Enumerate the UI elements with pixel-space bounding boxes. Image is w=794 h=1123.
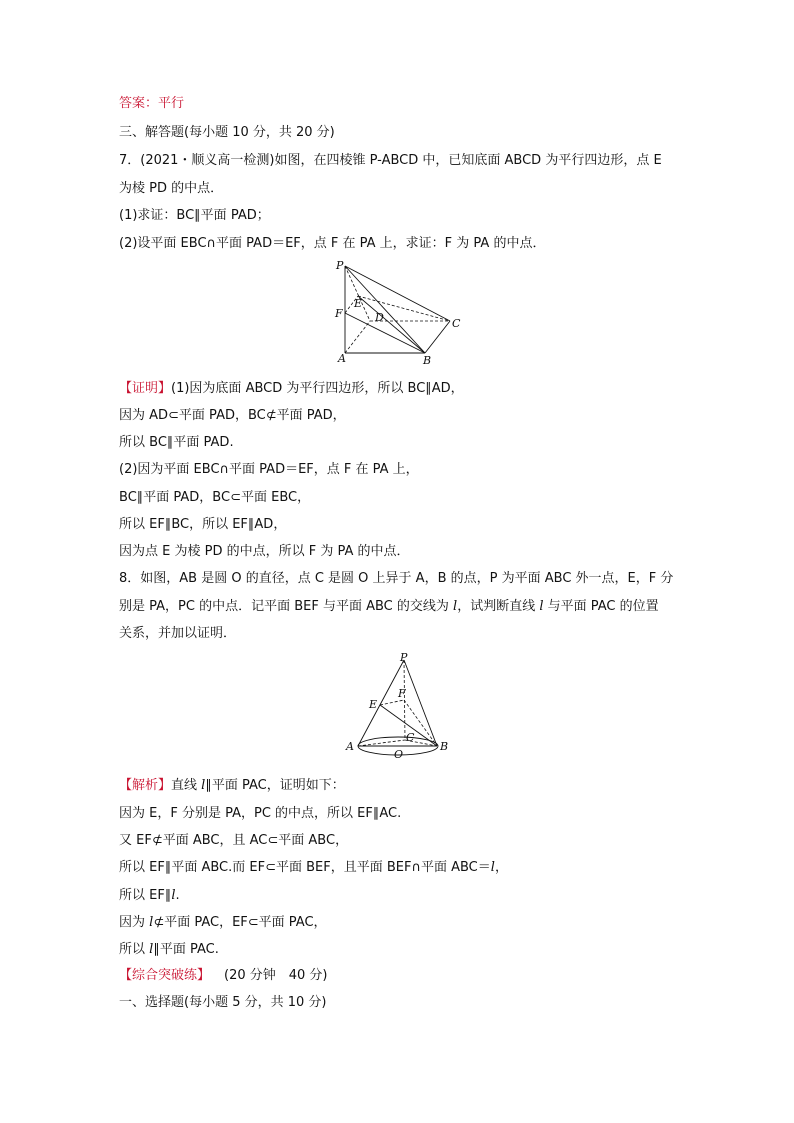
edge-bc [425,321,450,353]
label-p: P [336,259,344,272]
label-e: E [369,698,378,711]
proof-line6: 所以 EF∥BC，所以 EF∥AD， [119,517,287,532]
proof-line2: 因为 AD⊂平面 PAD，BC⊄平面 PAD， [119,408,346,423]
edge-ef [380,700,404,705]
combined-section-time: (20 分钟 40 分) [224,968,328,983]
label-e: E [354,297,363,310]
q8-line2: 别是 PA，PC 的中点．记平面 BEF 与平面 ABC 的交线为 l，试判断直线 l 与平面 PAC 的位置 [119,599,659,614]
label-p: P [400,651,408,664]
analysis-tag: 【解析】 [119,778,172,793]
proof-line3: 所以 BC∥平面 PAD. [119,435,234,450]
label-c: C [452,317,461,330]
edge-ad [345,321,370,353]
q7-line2: 为棱 PD 的中点． [119,181,224,196]
edge-ec [358,296,450,321]
q7-line1: 7．(2021・顺义高一检测)如图，在四棱锥 P-ABCD 中，已知底面 ABCD 为平行四边形，点 E [119,153,662,168]
label-b: B [440,740,449,753]
combined-section-tag: 【综合突破练】 [119,968,211,983]
analysis-line6: 因为 l⊄平面 PAC，EF⊂平面 PAC， [119,915,327,930]
proof-line7: 因为点 E 为棱 PD 的中点，所以 F 为 PA 的中点． [119,544,410,559]
label-o: O [394,748,404,761]
section1-title: 一、选择题(每小题 5 分，共 10 分) [119,995,327,1010]
analysis-line7: 所以 l∥平面 PAC. [119,942,219,957]
label-a: A [338,352,346,365]
analysis-line2: 因为 E，F 分别是 PA，PC 的中点，所以 EF∥AC. [119,806,402,821]
pyramid-figure [330,258,470,368]
label-c: C [406,731,415,744]
proof-line1: 【证明】(1)因为底面 ABCD 为平行四边形，所以 BC∥AD， [119,381,464,396]
answer-label: 答案 [119,96,146,111]
q7-part1: (1)求证：BC∥平面 PAD； [119,208,270,223]
proof-tag: 【证明】 [119,381,172,396]
q7-part2: (2)设平面 EBC∩平面 PAD＝EF，点 F 在 PA 上，求证：F 为 PA 的中点． [119,236,546,251]
section3-title: 三、解答题(每小题 10 分，共 20 分) [119,125,335,140]
edge-pa [358,660,404,746]
label-f: F [398,687,406,700]
edge-pd [345,266,370,321]
combined-section-line [119,968,328,984]
label-b: B [423,354,432,367]
edge-pc [345,266,450,321]
proof-line5: BC∥平面 PAD，BC⊂平面 EBC， [119,490,311,505]
analysis-line1: 【解析】直线 l∥平面 PAC，证明如下： [119,778,345,793]
proof-line4: (2)因为平面 EBC∩平面 PAD＝EF，点 F 在 PA 上， [119,462,419,477]
label-a: A [346,740,354,753]
answer-text: ：平行 [145,96,185,111]
q8-line3: 关系，并加以证明． [119,626,237,641]
label-f: F [335,307,343,320]
q8-line1: 8．如图，AB 是圆 O 的直径，点 C 是圆 O 上异于 A，B 的点，P 为平面 ABC 外一点，E，F 分 [119,571,674,586]
circle-pyramid-figure [340,650,460,762]
analysis-line3: 又 EF⊄平面 ABC，且 AC⊂平面 ABC， [119,833,349,848]
answer-line [119,96,184,112]
label-d: D [375,311,384,324]
analysis-line5: 所以 EF∥l. [119,888,180,903]
analysis-line4: 所以 EF∥平面 ABC.而 EF⊂平面 BEF，且平面 BEF∩平面 ABC＝l， [119,860,508,875]
